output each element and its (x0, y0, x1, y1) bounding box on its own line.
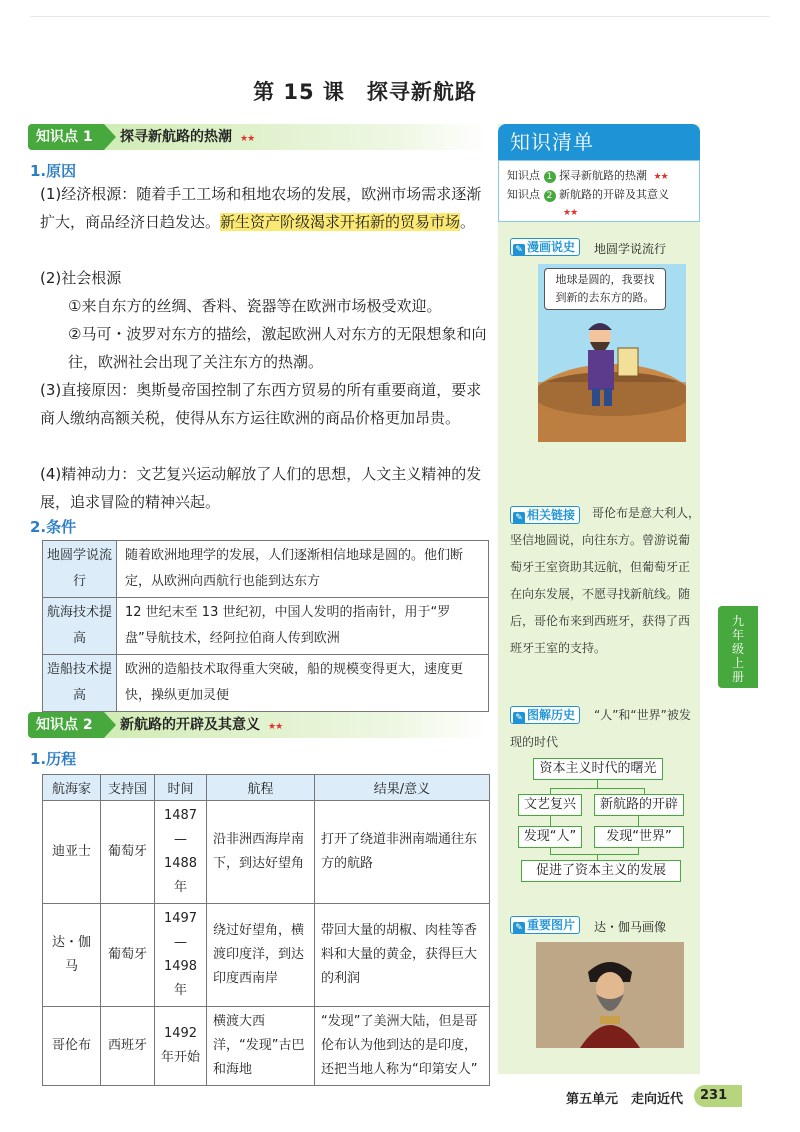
cell-time: 1487—1488 年 (155, 801, 207, 904)
reason-economic-text: (1)经济根源：随着手工工场和租地农场的发展，欧洲市场需求逐渐扩大，商品经济日趋发达。 (40, 185, 482, 231)
image-caption: 达・伽马画像 (594, 920, 667, 934)
number-badge-icon: 2 (544, 190, 556, 202)
tag-icon: ✎ (513, 922, 525, 934)
cell-result: 打开了绕道非洲南端通往东方的航路 (315, 801, 490, 904)
cell-country: 葡萄牙 (101, 904, 155, 1007)
list-item-label: 知识点 (507, 169, 540, 182)
list-item-stars: ★★ (653, 172, 668, 182)
reason-economic (40, 180, 488, 236)
reason-social-head: (2)社会根源 (40, 269, 122, 287)
condition-key: 造船技术提高 (43, 655, 117, 712)
comic-tag (510, 238, 580, 256)
cell-result: “发现”了美洲大陆，但是哥伦布认为他到达的是印度，还把当地人称为“印第安人” (315, 1007, 490, 1086)
condition-key: 航海技术提高 (43, 598, 117, 655)
side-tab-char: 年 (731, 628, 744, 642)
table-row (43, 801, 490, 904)
diagram-connector (550, 788, 644, 789)
knowledge-point-2-badge: 知识点 2 (28, 712, 104, 738)
col-header-time: 时间 (155, 775, 207, 801)
col-header-result: 结果/意义 (315, 775, 490, 801)
knowledge-list-item-2 (507, 186, 691, 203)
kp2-stars: ★★ (268, 722, 283, 732)
diagram-node-top: 资本主义时代的曙光 (533, 758, 663, 780)
knowledge-point-2-title (120, 712, 282, 740)
col-header-country: 支持国 (101, 775, 155, 801)
grade-side-tab (718, 606, 758, 688)
condition-value: 欧洲的造船技术取得重大突破，船的规模变得更大，速度更快，操纵更加灵便 (117, 655, 489, 712)
knowledge-point-2-bar (28, 712, 488, 738)
list-item-text: 探寻新航路的热潮 (559, 169, 647, 182)
reason-social-2: ②马可・波罗对东方的描绘，激起欧洲人对东方的无限想象和向往，欧洲社会出现了关注东方的热潮。 (68, 325, 487, 371)
list-item-stars: ★★ (563, 208, 578, 218)
cell-time: 1497—1498 年 (155, 904, 207, 1007)
diagram-connector (597, 780, 598, 788)
image-tag (510, 916, 580, 934)
col-header-navigator: 航海家 (43, 775, 101, 801)
cell-country: 葡萄牙 (101, 801, 155, 904)
tag-icon: ✎ (513, 244, 525, 256)
knowledge-point-1-badge: 知识点 1 (28, 124, 104, 150)
side-tab-char: 册 (731, 670, 744, 684)
top-rule (30, 16, 770, 17)
related-link-text: 哥伦布是意大利人，坚信地圆说，向往东方。曾游说葡萄牙王室资助其远航，但葡萄牙正在向东发展，不愿寻找新航线。随后，哥伦布来到西班牙，获得了西班牙王室的支持。 (510, 506, 701, 655)
diagram-tag-text: 图解历史 (527, 708, 576, 722)
kp1-stars: ★★ (240, 134, 255, 144)
knowledge-point-1-bar (28, 124, 488, 150)
cell-route: 横渡大西洋，“发现”古巴和海地 (207, 1007, 315, 1086)
condition-value: 随着欧洲地理学的发展，人们逐渐相信地球是圆的。他们断定，从欧洲向西航行也能到达东方 (117, 541, 489, 598)
knowledge-list-item-1 (507, 167, 691, 186)
cell-result: 带回大量的胡椒、肉桂等香料和大量的黄金，获得巨大的利润 (315, 904, 490, 1007)
table-row (43, 598, 489, 655)
portrait-illustration (536, 942, 684, 1048)
footer-unit: 第五单元 走向近代 (566, 1092, 684, 1107)
condition-value: 12 世纪末至 13 世纪初，中国人发明的指南针，用于“罗盘”导航技术，经阿拉伯商人传到欧洲 (117, 598, 489, 655)
related-link-tag-text: 相关链接 (527, 508, 576, 522)
side-tab-char: 九 (731, 614, 744, 628)
cell-time: 1492 年开始 (155, 1007, 207, 1086)
speech-bubble: 地球是圆的，我要找到新的去东方的路。 (544, 268, 666, 310)
tag-icon: ✎ (513, 712, 525, 724)
col-header-route: 航程 (207, 775, 315, 801)
table-row (43, 655, 489, 712)
tag-icon: ✎ (513, 512, 525, 524)
cell-navigator: 达・伽马 (43, 904, 101, 1007)
cell-route: 绕过好望角，横渡印度洋，到达印度西南岸 (207, 904, 315, 1007)
diagram-connector (550, 816, 551, 826)
cell-navigator: 哥伦布 (43, 1007, 101, 1086)
reasons-heading: 1.原因 (30, 162, 77, 180)
cell-country: 西班牙 (101, 1007, 155, 1086)
conditions-heading: 2.条件 (30, 518, 77, 536)
list-item-text: 新航路的开辟及其意义 (559, 188, 669, 201)
history-table (42, 774, 490, 1086)
side-tab-char: 上 (731, 656, 744, 670)
kp1-title-text: 探寻新航路的热潮 (120, 129, 232, 145)
knowledge-list-item-2-stars (507, 203, 691, 222)
comic-tag-text: 漫画说史 (527, 240, 576, 254)
cell-route: 沿非洲西海岸南下，到达好望角 (207, 801, 315, 904)
diagram-caption: “人”和“世界”被发现的时代 (510, 708, 691, 749)
cell-navigator: 迪亚士 (43, 801, 101, 904)
conditions-table (42, 540, 489, 712)
diagram-connector (550, 854, 639, 855)
diagram-connector (638, 816, 639, 826)
reason-spiritual: (4)精神动力：文艺复兴运动解放了人们的思想，人文主义精神的发展，追求冒险的精神兴起。 (40, 465, 482, 511)
diagram-node-new-routes: 新航路的开辟 (594, 794, 684, 816)
knowledge-point-1-title (120, 124, 254, 152)
condition-key: 地圆学说流行 (43, 541, 117, 598)
reason-direct: (3)直接原因：奥斯曼帝国控制了东西方贸易的所有重要商道，要求商人缴纳高额关税，使得从东方运往欧洲的商品价格更加昂贵。 (40, 381, 482, 427)
table-row (43, 541, 489, 598)
comic-caption: 地圆学说流行 (594, 242, 667, 256)
diagram-node-discover-people: 发现“人” (518, 826, 582, 848)
side-tab-char: 级 (731, 642, 744, 656)
diagram-node-renaissance: 文艺复兴 (518, 794, 582, 816)
history-heading: 1.历程 (30, 750, 77, 768)
knowledge-list (498, 160, 700, 222)
page-number: 231 (694, 1085, 742, 1107)
highlighted-text: 新生资产阶级渴求开拓新的贸易市场 (220, 213, 461, 231)
table-row (43, 904, 490, 1007)
page-title: 第 15 课 探寻新航路 (253, 80, 477, 104)
table-row (43, 1007, 490, 1086)
diagram-node-discover-world: 发现“世界” (594, 826, 684, 848)
number-badge-icon: 1 (544, 171, 556, 183)
reason-economic-end: 。 (460, 213, 476, 231)
knowledge-list-header: 知识清单 (498, 124, 700, 160)
list-item-label: 知识点 (507, 188, 540, 201)
table-header-row (43, 775, 490, 801)
image-tag-text: 重要图片 (527, 918, 576, 932)
kp2-title-text: 新航路的开辟及其意义 (120, 717, 260, 733)
diagram-node-bottom: 促进了资本主义的发展 (521, 860, 681, 882)
reason-social-1: ①来自东方的丝绸、香料、瓷器等在欧洲市场极受欢迎。 (68, 297, 442, 315)
da-gama-portrait (536, 942, 684, 1048)
